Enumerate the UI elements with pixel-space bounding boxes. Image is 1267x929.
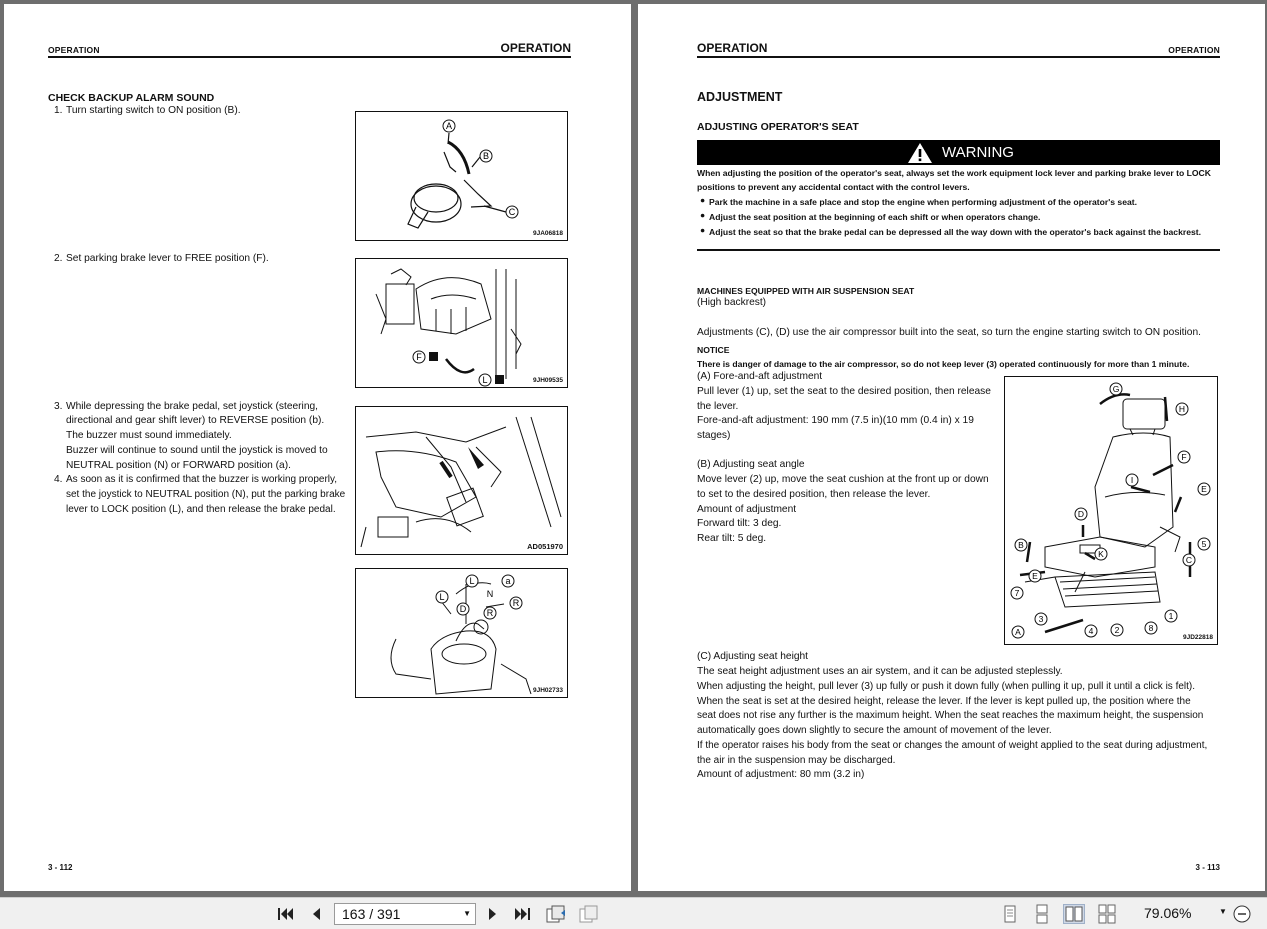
- warning-end-rule: [697, 249, 1220, 251]
- figure-callout: H: [1178, 404, 1186, 414]
- parking-brake-illustration: [356, 259, 569, 389]
- figure-callout: C: [508, 207, 516, 217]
- warning-text-line: positions to prevent any accidental contact with the control levers.: [697, 182, 970, 192]
- figure-callout: 5: [1201, 539, 1207, 549]
- figure-code: 9JA06818: [533, 230, 563, 237]
- two-page-continuous-view-button[interactable]: [1096, 904, 1118, 924]
- figure-callout: G: [1112, 384, 1120, 394]
- next-view-icon: [578, 904, 600, 924]
- figure-callout: L: [482, 375, 488, 385]
- notice-label: NOTICE: [697, 345, 730, 355]
- section-c-line: Amount of adjustment: 80 mm (3.2 in): [697, 769, 865, 780]
- single-page-view-button[interactable]: [999, 904, 1021, 924]
- figure-callout: A: [1015, 627, 1021, 637]
- two-page-continuous-icon: [1096, 904, 1118, 924]
- warning-banner: [697, 140, 1220, 165]
- last-page-button[interactable]: [513, 904, 533, 924]
- figure-callout: L: [439, 592, 445, 602]
- section-a-line: Pull lever (1) up, set the seat to the desired position, then release: [697, 386, 991, 397]
- page-header-left: OPERATION: [697, 41, 768, 55]
- chevron-down-icon[interactable]: ▼: [1219, 907, 1227, 916]
- step-text-line: NEUTRAL position (N) or FORWARD position (a).: [66, 460, 291, 471]
- section-c-line: When adjusting the height, pull lever (3) up fully or push it down fully (when pulling it up, pull it until a click is felt).: [697, 681, 1196, 692]
- section-a-title: (A) Fore-and-aft adjustment: [697, 371, 823, 382]
- document-page-left: [4, 4, 631, 891]
- section-c-line: seat does not rise any further is the maximum height. When the seat reaches the maximum height, the suspension: [697, 710, 1204, 721]
- figure-callout: B: [482, 151, 490, 161]
- section-c-line: the air in the suspension may be discharged.: [697, 755, 896, 766]
- figure-callout: E: [1032, 571, 1038, 581]
- figure-callout: D: [1077, 509, 1085, 519]
- step-text-line: Buzzer will continue to sound until the joystick is moved to: [66, 445, 328, 456]
- figure-callout: 2: [1114, 625, 1120, 635]
- notice-text: There is danger of damage to the air compressor, so do not keep lever (3) operated continuously for more than 1 minute.: [697, 359, 1190, 369]
- page-number-value: 163 / 391: [342, 906, 401, 922]
- section-b-line: Amount of adjustment: [697, 504, 797, 515]
- figure-callout: F: [1181, 452, 1187, 462]
- figure-code: 9JH09535: [533, 377, 563, 384]
- figure-joystick: [355, 568, 568, 698]
- figure-callout: E: [1201, 484, 1207, 494]
- viewer-toolbar: [0, 897, 1267, 929]
- section-b-line: Forward tilt: 3 deg.: [697, 518, 782, 529]
- page-title: ADJUSTMENT: [697, 90, 783, 104]
- joystick-illustration: [356, 569, 569, 699]
- warning-bullet: ●: [700, 225, 706, 235]
- two-page-icon: [1064, 905, 1084, 923]
- page-header-left: OPERATION: [48, 45, 100, 55]
- figure-callout: 7: [1014, 588, 1020, 598]
- step-number: 3.: [54, 401, 63, 412]
- machines-subheading: (High backrest): [697, 297, 767, 308]
- previous-view-icon: [545, 904, 567, 924]
- document-page-right: [638, 4, 1265, 891]
- figure-callout: 8: [1148, 623, 1154, 633]
- step-text-line: The buzzer must sound immediately.: [66, 430, 232, 441]
- figure-callout: a: [505, 576, 511, 586]
- section-c-line: When the seat is set at the desired height, release the lever. If the lever is kept pulled up, the position where the: [697, 696, 1191, 707]
- figure-callout: A: [445, 121, 453, 131]
- previous-view-button[interactable]: [545, 904, 567, 924]
- section-a-line: Fore-and-aft adjustment: 190 mm (7.5 in)(10 mm (0.4 in) x 19: [697, 415, 974, 426]
- figure-callout: F: [416, 352, 422, 362]
- warning-bullet-text: Adjust the seat position at the beginning of each shift or when operators change.: [709, 212, 1041, 222]
- step-text-line: set the joystick to NEUTRAL position (N), put the parking brake: [66, 489, 346, 500]
- first-page-button[interactable]: [275, 904, 295, 924]
- figure-callout: C: [1185, 555, 1193, 565]
- page-number: 3 - 113: [1195, 863, 1220, 872]
- section-c-line: The seat height adjustment uses an air system, and it can be adjusted steplessly.: [697, 666, 1063, 677]
- page-number: 3 - 112: [48, 863, 73, 872]
- step-text: Set parking brake lever to FREE position (F).: [66, 253, 269, 264]
- section-b-line: to set to the desired position, then release the lever.: [697, 489, 931, 500]
- figure-callout: D: [459, 604, 467, 614]
- first-page-icon: [276, 906, 294, 922]
- last-page-icon: [514, 906, 532, 922]
- machines-heading: MACHINES EQUIPPED WITH AIR SUSPENSION SEAT: [697, 286, 915, 296]
- warning-text-line: When adjusting the position of the operator's seat, always set the work equipment lock lever and parking brake lever to LOCK: [697, 168, 1211, 178]
- header-rule: [697, 56, 1220, 58]
- step-text-line: While depressing the brake pedal, set joystick (steering,: [66, 401, 318, 412]
- section-subtitle: ADJUSTING OPERATOR'S SEAT: [697, 121, 859, 133]
- figure-callout: R: [486, 608, 494, 618]
- section-c-title: (C) Adjusting seat height: [697, 651, 808, 662]
- figure-callout: I: [1130, 475, 1134, 485]
- step-number: 4.: [54, 474, 63, 485]
- operator-seat-illustration: [1005, 377, 1219, 646]
- figure-code: 9JH02733: [533, 687, 563, 694]
- section-b-line: Rear tilt: 5 deg.: [697, 533, 767, 544]
- section-c-line: automatically goes down slightly to secure the amount of movement of the lever.: [697, 725, 1052, 736]
- figure-callout: 1: [1168, 611, 1174, 621]
- step-text-line: As soon as it is confirmed that the buzzer is working properly,: [66, 474, 338, 485]
- zoom-out-icon: [1233, 905, 1251, 923]
- starting-switch-illustration: [356, 112, 569, 242]
- warning-triangle-icon: [907, 142, 933, 164]
- figure-callout: L: [469, 576, 475, 586]
- section-c-line: If the operator raises his body from the seat or changes the amount of weight applied to the seat during adjustment,: [697, 740, 1208, 751]
- step-number: 2.: [54, 253, 63, 264]
- zoom-out-button[interactable]: [1232, 904, 1252, 924]
- next-page-button[interactable]: [483, 904, 503, 924]
- warning-bullet-text: Park the machine in a safe place and stop the engine when performing adjustment of the operator's seat.: [709, 197, 1138, 207]
- step-number: 1.: [54, 105, 63, 116]
- next-view-button[interactable]: [578, 904, 600, 924]
- warning-bullet: ●: [700, 210, 706, 220]
- section-a-line: stages): [697, 430, 731, 441]
- warning-label: WARNING: [942, 144, 1014, 161]
- figure-callout: K: [1098, 549, 1104, 559]
- warning-bullet: ●: [700, 195, 706, 205]
- figure-callout: N: [486, 589, 494, 599]
- section-b-line: Move lever (2) up, move the seat cushion at the front up or down: [697, 474, 989, 485]
- page-header-right: OPERATION: [500, 41, 571, 55]
- figure-callout: R: [512, 598, 520, 608]
- page-header-right: OPERATION: [1168, 45, 1220, 55]
- section-title: CHECK BACKUP ALARM SOUND: [48, 92, 215, 104]
- figure-callout: 4: [1088, 626, 1094, 636]
- previous-page-button[interactable]: [306, 904, 326, 924]
- previous-page-icon: [310, 906, 322, 922]
- brake-pedal-illustration: [356, 407, 569, 556]
- figure-starting-switch: [355, 111, 568, 241]
- figure-operator-seat: [1004, 376, 1218, 645]
- continuous-view-button[interactable]: [1031, 904, 1053, 924]
- section-b-title: (B) Adjusting seat angle: [697, 459, 805, 470]
- two-page-view-button[interactable]: [1063, 904, 1085, 924]
- figure-callout: B: [1018, 540, 1024, 550]
- figure-brake-pedal: [355, 406, 568, 555]
- continuous-page-icon: [1031, 904, 1053, 924]
- figure-parking-brake: [355, 258, 568, 388]
- step-text-line: lever to LOCK position (L), and then release the brake pedal.: [66, 504, 336, 515]
- figure-code: 9JD22818: [1183, 634, 1213, 641]
- page-number-input[interactable]: [334, 903, 476, 925]
- warning-bullet-text: Adjust the seat so that the brake pedal can be depressed all the way down with the operator's back against the backrest.: [709, 227, 1202, 237]
- header-rule: [48, 56, 571, 58]
- adjustment-intro: Adjustments (C), (D) use the air compressor built into the seat, so turn the engine starting switch to ON position.: [697, 327, 1201, 338]
- figure-code: AD051970: [527, 542, 563, 551]
- zoom-level[interactable]: 79.06%: [1144, 905, 1192, 921]
- chevron-down-icon[interactable]: ▼: [463, 909, 471, 918]
- figure-callout: 3: [1038, 614, 1044, 624]
- step-text: Turn starting switch to ON position (B).: [66, 105, 241, 116]
- single-page-icon: [999, 904, 1021, 924]
- section-a-line: the lever.: [697, 401, 739, 412]
- step-text-line: directional and gear shift lever) to REVERSE position (b).: [66, 415, 325, 426]
- next-page-icon: [487, 906, 499, 922]
